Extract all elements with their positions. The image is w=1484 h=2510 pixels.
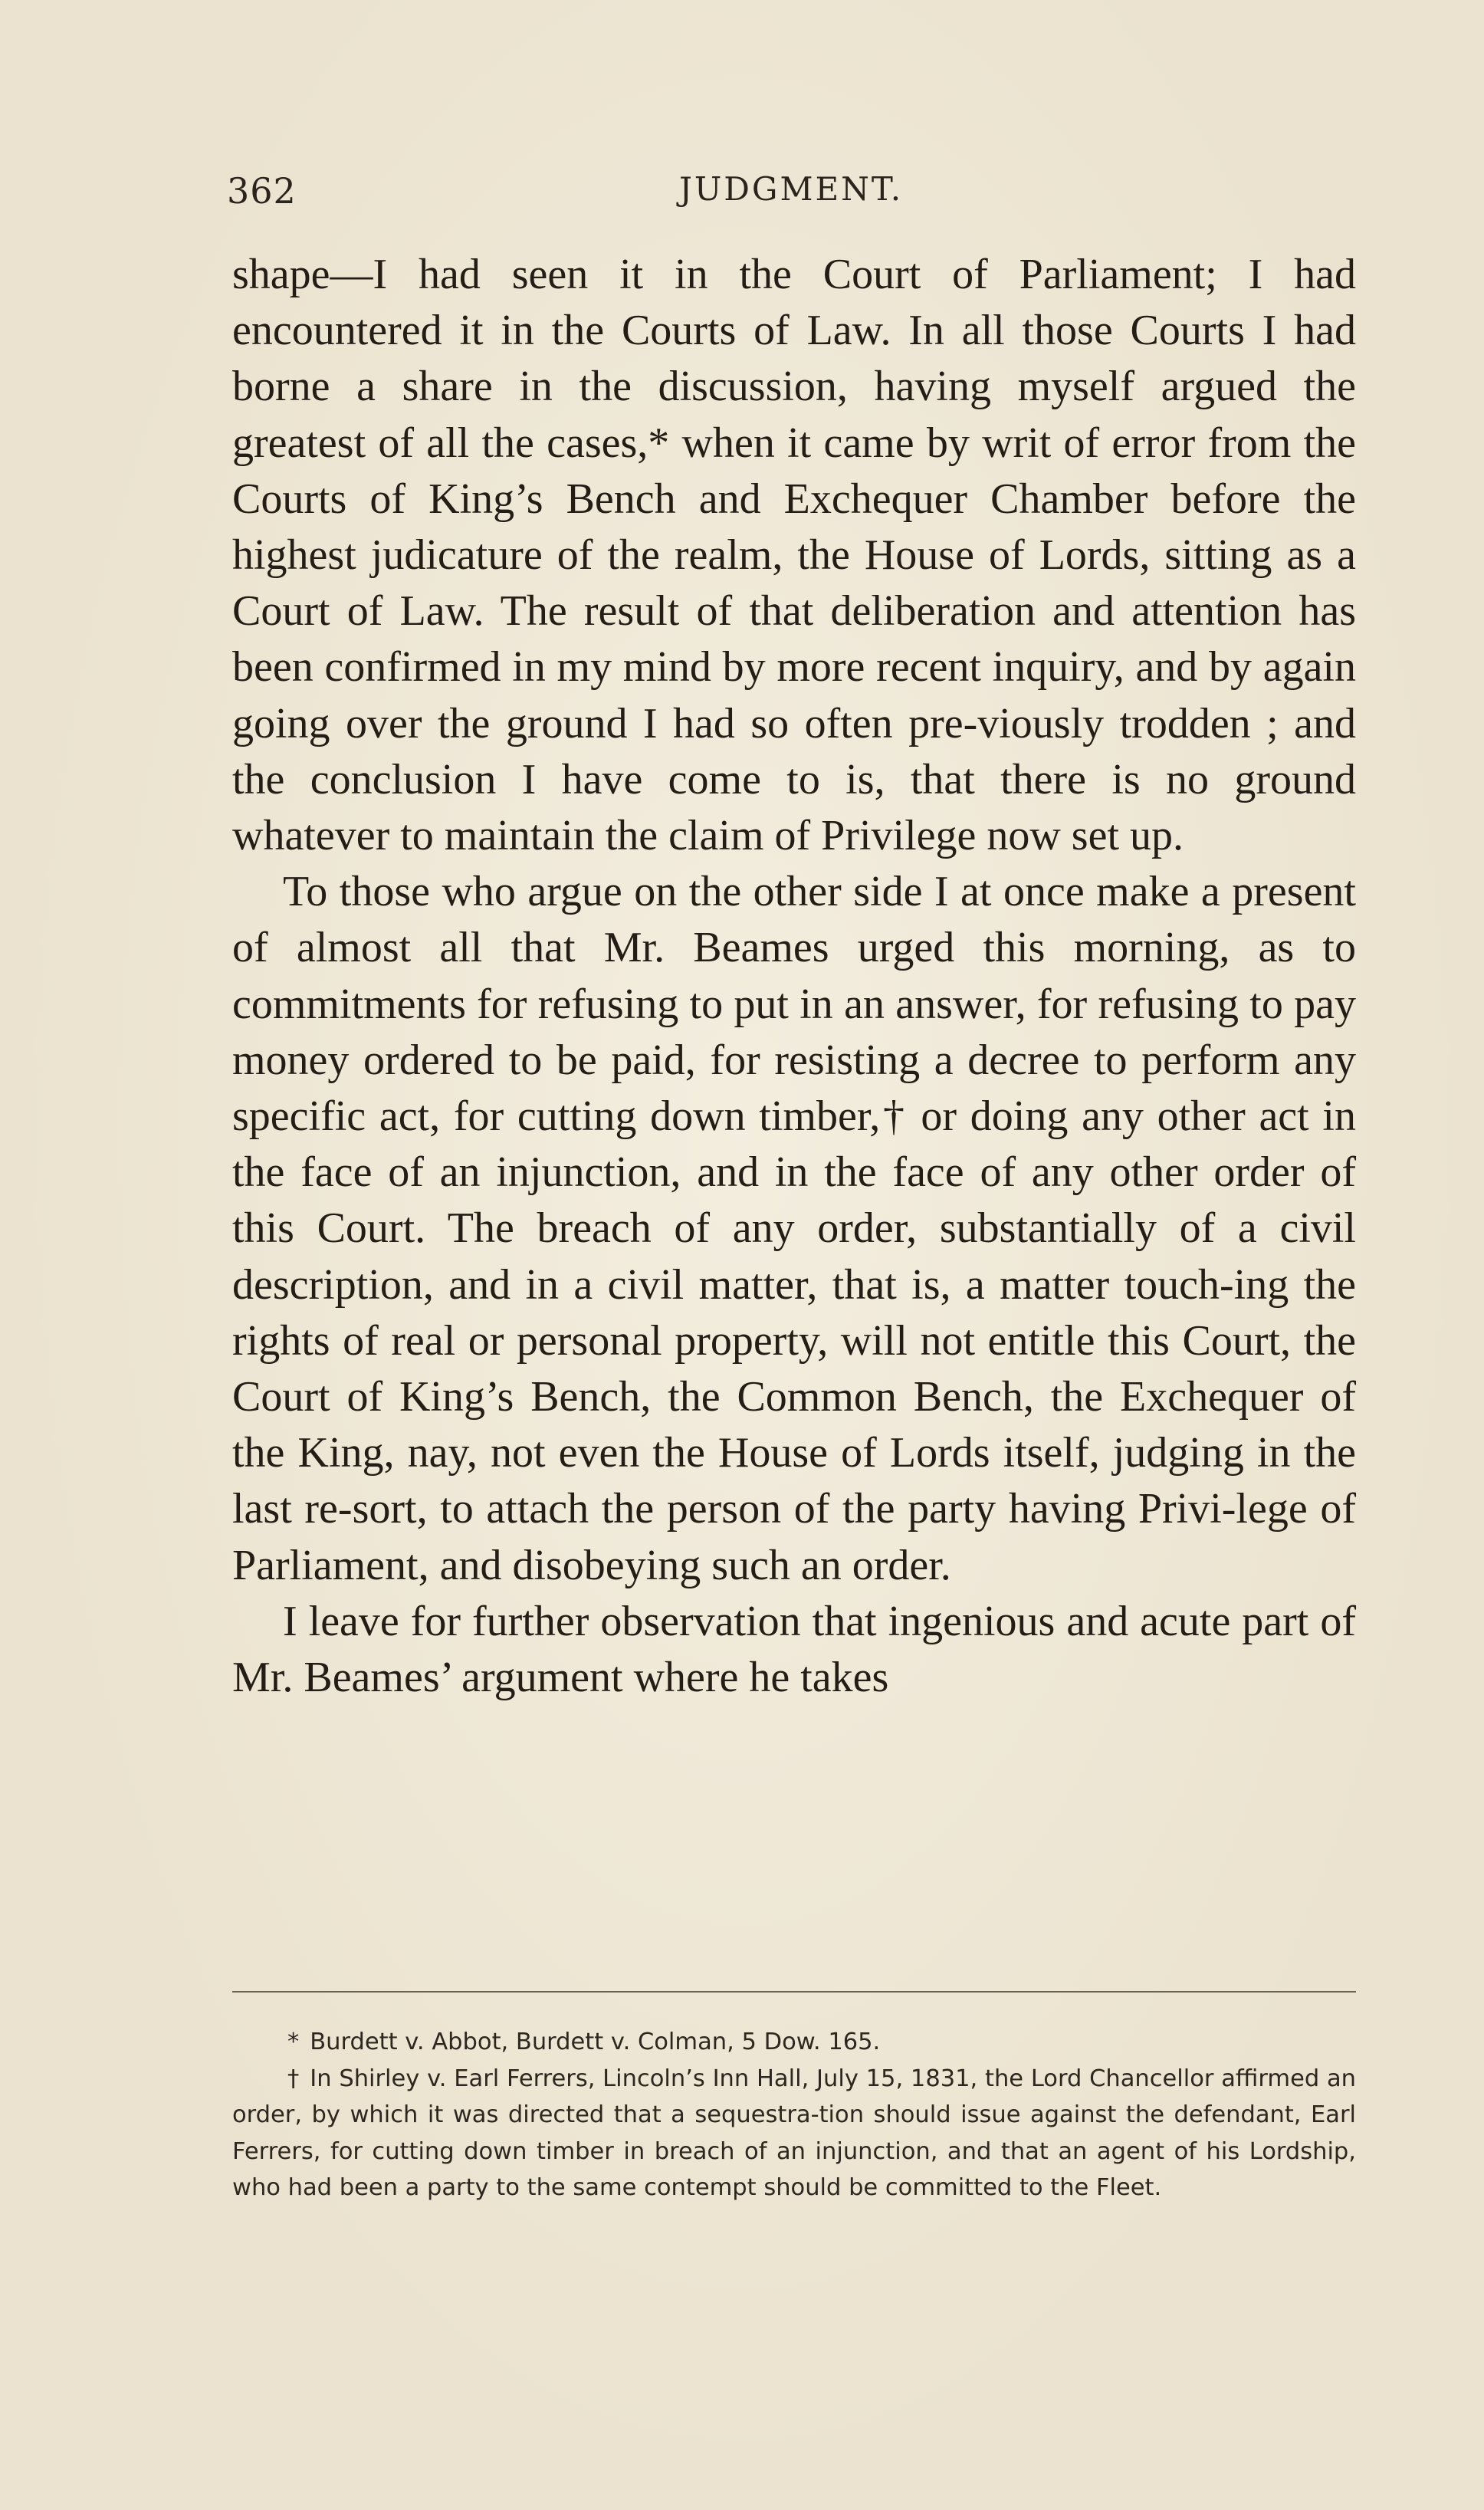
page-header [227,170,1355,219]
footnote-mark: † [287,2065,300,2092]
running-head: JUDGMENT. [679,170,904,208]
footnote-text: In Shirley v. Earl Ferrers, Lincoln’s Inn Hall, July 15, 1831, the Lord Chancellor affirmed an order, by which it was directed that a sequestra-tion should issue against the defendant, Earl Ferrers, for cutting down timber in breach of an injunction, and that an agent of his Lordship, who had been a party to the same contempt should be committed to the Fleet. [232,2065,1356,2201]
body-text [232,247,1356,1706]
footnote [232,2024,1356,2061]
footnote-mark: * [287,2029,300,2055]
footnote-divider [232,1991,1356,1993]
paragraph: To those who argue on the other side I at once make a present of almost all that Mr. Beames urged this morning, as to commitments for refusing to put in an answer, for refusing to pay money ordered to be paid, for resisting a decree to perform any specific act, for cutting down timber,† or doing any other act in the face of an injunction, and in the face of any other order of this Court. The breach of any order, substantially of a civil description, and in a civil matter, that is, a matter touch-ing the rights of real or personal property, will not entitle this Court, the Court of King’s Bench, the Common Bench, the Exchequer of the King, nay, not even the House of Lords itself, judging in the last re-sort, to attach the person of the party having Privi-lege of Parliament, and disobeying such an order. [232,868,1356,1589]
paragraph: I leave for further observation that ingenious and acute part of Mr. Beames’ argument where he takes [232,1597,1356,1702]
footnote [232,2061,1356,2206]
page-number: 362 [227,170,297,212]
footnote-text: Burdett v. Abbot, Burdett v. Colman, 5 Dow. 165. [310,2029,881,2055]
paragraph: shape—I had seen it in the Court of Parliament; I had encountered it in the Courts of Law. In all those Courts I had borne a share in the discussion, having myself argued the greatest of all the cases,* when it came by writ of error from the Courts of King’s Bench and Exchequer Chamber before the highest judicature of the realm, the House of Lords, sitting as a Court of Law. The result of that deliberation and attention has been confirmed in my mind by more recent inquiry, and by again going over the ground I had so often pre-viously trodden ; and the conclusion I have come to is, that there is no ground whatever to maintain the claim of Privilege now set up. [232,251,1356,860]
footnotes [232,2024,1356,2206]
